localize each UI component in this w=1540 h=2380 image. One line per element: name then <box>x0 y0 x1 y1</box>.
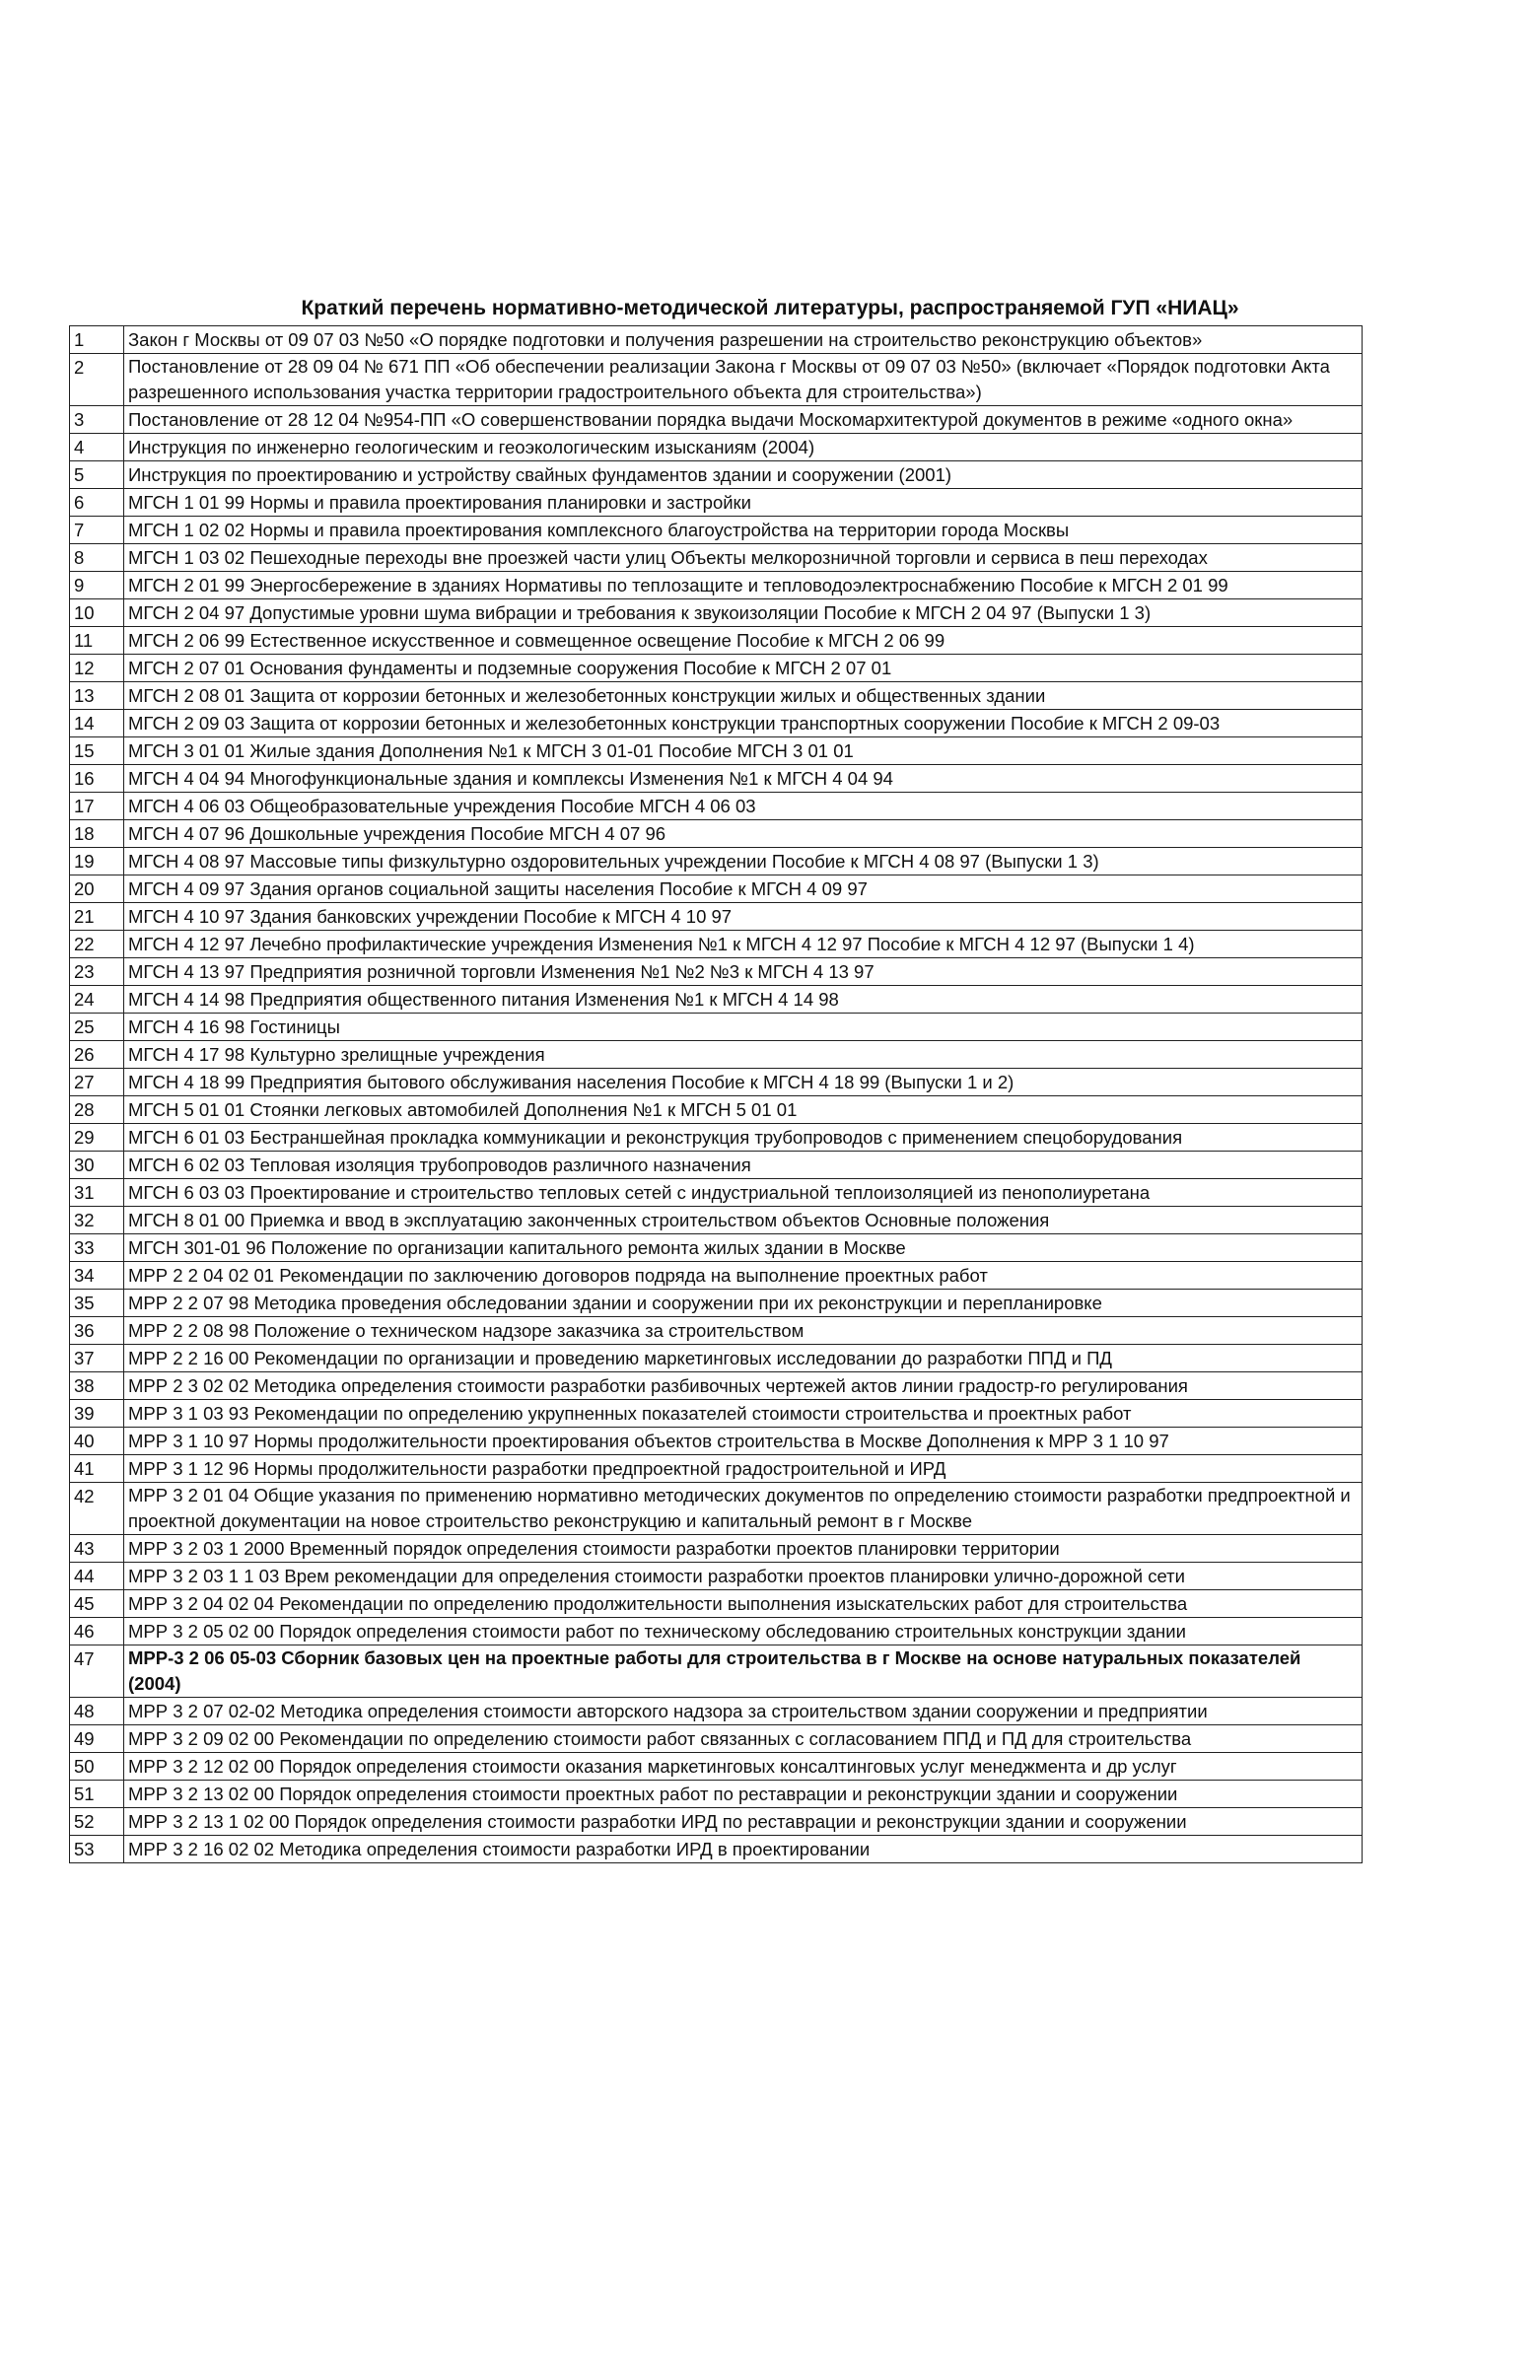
row-number: 49 <box>70 1725 124 1753</box>
table-row <box>70 1124 1363 1152</box>
row-title: Постановление от 28 12 04 №954-ПП «О совершенствовании порядка выдачи Москомархитектурой документов в режиме «одного окна» <box>124 406 1363 434</box>
row-number: 27 <box>70 1069 124 1096</box>
row-number: 29 <box>70 1124 124 1152</box>
row-title: МРР 3 1 03 93 Рекомендации по определению укрупненных показателей стоимости строительства и проектных работ <box>124 1400 1363 1428</box>
row-title: МРР 3 2 07 02-02 Методика определения стоимости авторского надзора за строительством здании сооружении и предприятии <box>124 1698 1363 1725</box>
row-title: МГСН 4 16 98 Гостиницы <box>124 1014 1363 1041</box>
table-row <box>70 1234 1363 1262</box>
row-number: 48 <box>70 1698 124 1725</box>
table-row <box>70 544 1363 572</box>
row-number: 51 <box>70 1781 124 1808</box>
row-title: МГСН 2 07 01 Основания фундаменты и подземные сооружения Пособие к МГСН 2 07 01 <box>124 655 1363 682</box>
row-number: 35 <box>70 1290 124 1317</box>
row-number: 52 <box>70 1808 124 1836</box>
row-number: 16 <box>70 765 124 793</box>
table-row <box>70 820 1363 848</box>
row-title: МГСН 4 06 03 Общеобразовательные учреждения Пособие МГСН 4 06 03 <box>124 793 1363 820</box>
row-number: 40 <box>70 1428 124 1455</box>
row-number: 3 <box>70 406 124 434</box>
row-title: МГСН 6 02 03 Тепловая изоляция трубопроводов различного назначения <box>124 1152 1363 1179</box>
row-number: 37 <box>70 1345 124 1372</box>
row-number: 39 <box>70 1400 124 1428</box>
row-number: 17 <box>70 793 124 820</box>
row-title: МРР 3 1 10 97 Нормы продолжительности проектирования объектов строительства в Москве Дополнения к МРР 3 1 10 97 <box>124 1428 1363 1455</box>
table-row <box>70 765 1363 793</box>
row-title: МРР 3 1 12 96 Нормы продолжительности разработки предпроектной градостроительной и ИРД <box>124 1455 1363 1483</box>
row-title: МГСН 2 04 97 Допустимые уровни шума вибрации и требования к звукоизоляции Пособие к МГСН 2 04 97 (Выпуски 1 3) <box>124 599 1363 627</box>
row-number: 25 <box>70 1014 124 1041</box>
row-number: 2 <box>70 354 124 406</box>
row-number: 15 <box>70 737 124 765</box>
row-title: Инструкция по проектированию и устройству свайных фундаментов здании и сооружении (2001) <box>124 461 1363 489</box>
table-row <box>70 848 1363 875</box>
row-title: Инструкция по инженерно геологическим и геоэкологическим изысканиям (2004) <box>124 434 1363 461</box>
row-number: 12 <box>70 655 124 682</box>
row-title: МРР 2 2 04 02 01 Рекомендации по заключению договоров подряда на выполнение проектных работ <box>124 1262 1363 1290</box>
row-number: 46 <box>70 1618 124 1645</box>
row-number: 1 <box>70 326 124 354</box>
row-number: 10 <box>70 599 124 627</box>
literature-table <box>69 325 1363 1863</box>
table-row <box>70 326 1363 354</box>
row-title: МГСН 1 02 02 Нормы и правила проектирования комплексного благоустройства на территории города Москвы <box>124 517 1363 544</box>
row-number: 33 <box>70 1234 124 1262</box>
table-row <box>70 737 1363 765</box>
table-row <box>70 986 1363 1014</box>
table-row <box>70 599 1363 627</box>
row-title: МГСН 2 01 99 Энергосбережение в зданиях Нормативы по теплозащите и тепловодоэлектроснабжению Пособие к МГСН 2 01 99 <box>124 572 1363 599</box>
row-title: МГСН 8 01 00 Приемка и ввод в эксплуатацию законченных строительством объектов Основные положения <box>124 1207 1363 1234</box>
table-row <box>70 958 1363 986</box>
row-number: 50 <box>70 1753 124 1781</box>
row-number: 41 <box>70 1455 124 1483</box>
table-row <box>70 1262 1363 1290</box>
row-title: МРР 3 2 12 02 00 Порядок определения стоимости оказания маркетинговых консалтинговых услуг менеджмента и др услуг <box>124 1753 1363 1781</box>
table-row <box>70 406 1363 434</box>
row-title: МГСН 2 09 03 Защита от коррозии бетонных и железобетонных конструкции транспортных сооружении Пособие к МГСН 2 09-03 <box>124 710 1363 737</box>
table-row <box>70 1535 1363 1563</box>
row-title: МРР-3 2 06 05-03 Сборник базовых цен на проектные работы для строительства в г Москве на основе натуральных показателей (2004) <box>124 1645 1363 1698</box>
table-row <box>70 903 1363 931</box>
row-title: МРР 3 2 13 02 00 Порядок определения стоимости проектных работ по реставрации и реконструкции здании и сооружении <box>124 1781 1363 1808</box>
row-title: МГСН 4 12 97 Лечебно профилактические учреждения Изменения №1 к МГСН 4 12 97 Пособие к МГСН 4 12 97 (Выпуски 1 4) <box>124 931 1363 958</box>
row-title: МРР 3 2 03 1 2000 Временный порядок определения стоимости разработки проектов планировки территории <box>124 1535 1363 1563</box>
row-number: 9 <box>70 572 124 599</box>
table-row <box>70 1725 1363 1753</box>
row-title: МГСН 5 01 01 Стоянки легковых автомобилей Дополнения №1 к МГСН 5 01 01 <box>124 1096 1363 1124</box>
row-title: МГСН 4 17 98 Культурно зрелищные учреждения <box>124 1041 1363 1069</box>
row-title: МРР 3 2 03 1 1 03 Врем рекомендации для определения стоимости разработки проектов планировки улично-дорожной сети <box>124 1563 1363 1590</box>
row-number: 24 <box>70 986 124 1014</box>
literature-table-body <box>70 326 1363 1863</box>
row-number: 14 <box>70 710 124 737</box>
row-number: 44 <box>70 1563 124 1590</box>
table-row <box>70 1698 1363 1725</box>
table-row <box>70 1428 1363 1455</box>
row-number: 53 <box>70 1836 124 1863</box>
row-title: МРР 2 2 07 98 Методика проведения обследовании здании и сооружении при их реконструкции и перепланировке <box>124 1290 1363 1317</box>
table-row <box>70 1290 1363 1317</box>
table-row <box>70 1041 1363 1069</box>
table-row <box>70 1836 1363 1863</box>
table-row <box>70 1152 1363 1179</box>
row-title: МРР 2 2 16 00 Рекомендации по организации и проведению маркетинговых исследовании до разработки ППД и ПД <box>124 1345 1363 1372</box>
row-number: 32 <box>70 1207 124 1234</box>
table-row <box>70 710 1363 737</box>
row-title: Закон г Москвы от 09 07 03 №50 «О порядке подготовки и получения разрешении на строительство реконструкцию объектов» <box>124 326 1363 354</box>
table-row <box>70 875 1363 903</box>
row-number: 5 <box>70 461 124 489</box>
row-title: МГСН 6 01 03 Бестраншейная прокладка коммуникации и реконструкция трубопроводов с применением спецоборудования <box>124 1124 1363 1152</box>
row-title: МРР 2 2 08 98 Положение о техническом надзоре заказчика за строительством <box>124 1317 1363 1345</box>
table-row <box>70 1372 1363 1400</box>
row-title: МРР 3 2 05 02 00 Порядок определения стоимости работ по техническому обследованию строительных конструкции здании <box>124 1618 1363 1645</box>
page-title: Краткий перечень нормативно-методической литературы, распространяемой ГУП «НИАЦ» <box>301 297 1239 319</box>
table-row <box>70 1753 1363 1781</box>
table-row <box>70 682 1363 710</box>
table-row <box>70 1455 1363 1483</box>
table-row <box>70 1400 1363 1428</box>
table-row <box>70 572 1363 599</box>
row-title: МГСН 1 03 02 Пешеходные переходы вне проезжей части улиц Объекты мелкорозничной торговли и сервиса в пеш переходах <box>124 544 1363 572</box>
table-row <box>70 1207 1363 1234</box>
row-title: Постановление от 28 09 04 № 671 ПП «Об обеспечении реализации Закона г Москвы от 09 07 03 №50» (включает «Порядок подготовки Акта разрешенного использования участка территории градостроительного объекта для строительства») <box>124 354 1363 406</box>
table-row <box>70 1317 1363 1345</box>
row-number: 31 <box>70 1179 124 1207</box>
row-number: 45 <box>70 1590 124 1618</box>
table-row <box>70 1645 1363 1698</box>
row-title: МГСН 4 18 99 Предприятия бытового обслуживания населения Пособие к МГСН 4 18 99 (Выпуски 1 и 2) <box>124 1069 1363 1096</box>
row-title: МГСН 4 14 98 Предприятия общественного питания Изменения №1 к МГСН 4 14 98 <box>124 986 1363 1014</box>
row-title: МГСН 4 09 97 Здания органов социальной защиты населения Пособие к МГСН 4 09 97 <box>124 875 1363 903</box>
row-number: 26 <box>70 1041 124 1069</box>
table-row <box>70 489 1363 517</box>
row-title: МРР 3 2 09 02 00 Рекомендации по определению стоимости работ связанных с согласованием ППД и ПД для строительства <box>124 1725 1363 1753</box>
row-title: МРР 3 2 01 04 Общие указания по применению нормативно методических документов по определению стоимости разработки предпроектной и проектной документации на новое строительство реконструкцию и капитальный ремонт в г Москве <box>124 1483 1363 1535</box>
row-title: МРР 3 2 16 02 02 Методика определения стоимости разработки ИРД в проектировании <box>124 1836 1363 1863</box>
table-row <box>70 461 1363 489</box>
row-title: МГСН 6 03 03 Проектирование и строительство тепловых сетей с индустриальной теплоизоляцией из пенополиуретана <box>124 1179 1363 1207</box>
table-row <box>70 1345 1363 1372</box>
row-title: МГСН 1 01 99 Нормы и правила проектирования планировки и застройки <box>124 489 1363 517</box>
row-number: 7 <box>70 517 124 544</box>
table-row <box>70 1096 1363 1124</box>
row-title: МГСН 4 04 94 Многофункциональные здания и комплексы Изменения №1 к МГСН 4 04 94 <box>124 765 1363 793</box>
table-row <box>70 1483 1363 1535</box>
row-title: МРР 3 2 04 02 04 Рекомендации по определению продолжительности выполнения изыскательских работ для строительства <box>124 1590 1363 1618</box>
table-row <box>70 1014 1363 1041</box>
row-number: 34 <box>70 1262 124 1290</box>
table-row <box>70 1179 1363 1207</box>
table-row <box>70 931 1363 958</box>
row-title: МГСН 3 01 01 Жилые здания Дополнения №1 к МГСН 3 01-01 Пособие МГСН 3 01 01 <box>124 737 1363 765</box>
table-row <box>70 627 1363 655</box>
row-number: 42 <box>70 1483 124 1535</box>
row-number: 36 <box>70 1317 124 1345</box>
row-number: 4 <box>70 434 124 461</box>
table-row <box>70 1590 1363 1618</box>
row-number: 18 <box>70 820 124 848</box>
row-number: 6 <box>70 489 124 517</box>
table-row <box>70 1618 1363 1645</box>
row-number: 20 <box>70 875 124 903</box>
row-number: 23 <box>70 958 124 986</box>
row-number: 13 <box>70 682 124 710</box>
table-row <box>70 434 1363 461</box>
row-number: 22 <box>70 931 124 958</box>
row-number: 21 <box>70 903 124 931</box>
row-number: 43 <box>70 1535 124 1563</box>
row-number: 30 <box>70 1152 124 1179</box>
table-row <box>70 1808 1363 1836</box>
row-title: МГСН 4 07 96 Дошкольные учреждения Пособие МГСН 4 07 96 <box>124 820 1363 848</box>
table-row <box>70 793 1363 820</box>
table-row <box>70 655 1363 682</box>
row-title: МГСН 4 10 97 Здания банковских учреждении Пособие к МГСН 4 10 97 <box>124 903 1363 931</box>
table-row <box>70 1781 1363 1808</box>
row-title: МГСН 301-01 96 Положение по организации капитального ремонта жилых здании в Москве <box>124 1234 1363 1262</box>
row-title: МРР 2 3 02 02 Методика определения стоимости разработки разбивочных чертежей актов линии градостр-го регулирования <box>124 1372 1363 1400</box>
row-title: МГСН 4 08 97 Массовые типы физкультурно оздоровительных учреждении Пособие к МГСН 4 08 97 (Выпуски 1 3) <box>124 848 1363 875</box>
row-number: 19 <box>70 848 124 875</box>
row-title: МГСН 4 13 97 Предприятия розничной торговли Изменения №1 №2 №3 к МГСН 4 13 97 <box>124 958 1363 986</box>
row-number: 8 <box>70 544 124 572</box>
table-row <box>70 354 1363 406</box>
row-number: 28 <box>70 1096 124 1124</box>
row-title: МГСН 2 06 99 Естественное искусственное и совмещенное освещение Пособие к МГСН 2 06 99 <box>124 627 1363 655</box>
row-title: МГСН 2 08 01 Защита от коррозии бетонных и железобетонных конструкции жилых и общественных здании <box>124 682 1363 710</box>
table-row <box>70 517 1363 544</box>
row-number: 11 <box>70 627 124 655</box>
table-row <box>70 1563 1363 1590</box>
row-number: 38 <box>70 1372 124 1400</box>
row-number: 47 <box>70 1645 124 1698</box>
table-row <box>70 1069 1363 1096</box>
row-title: МРР 3 2 13 1 02 00 Порядок определения стоимости разработки ИРД по реставрации и реконструкции здании и сооружении <box>124 1808 1363 1836</box>
